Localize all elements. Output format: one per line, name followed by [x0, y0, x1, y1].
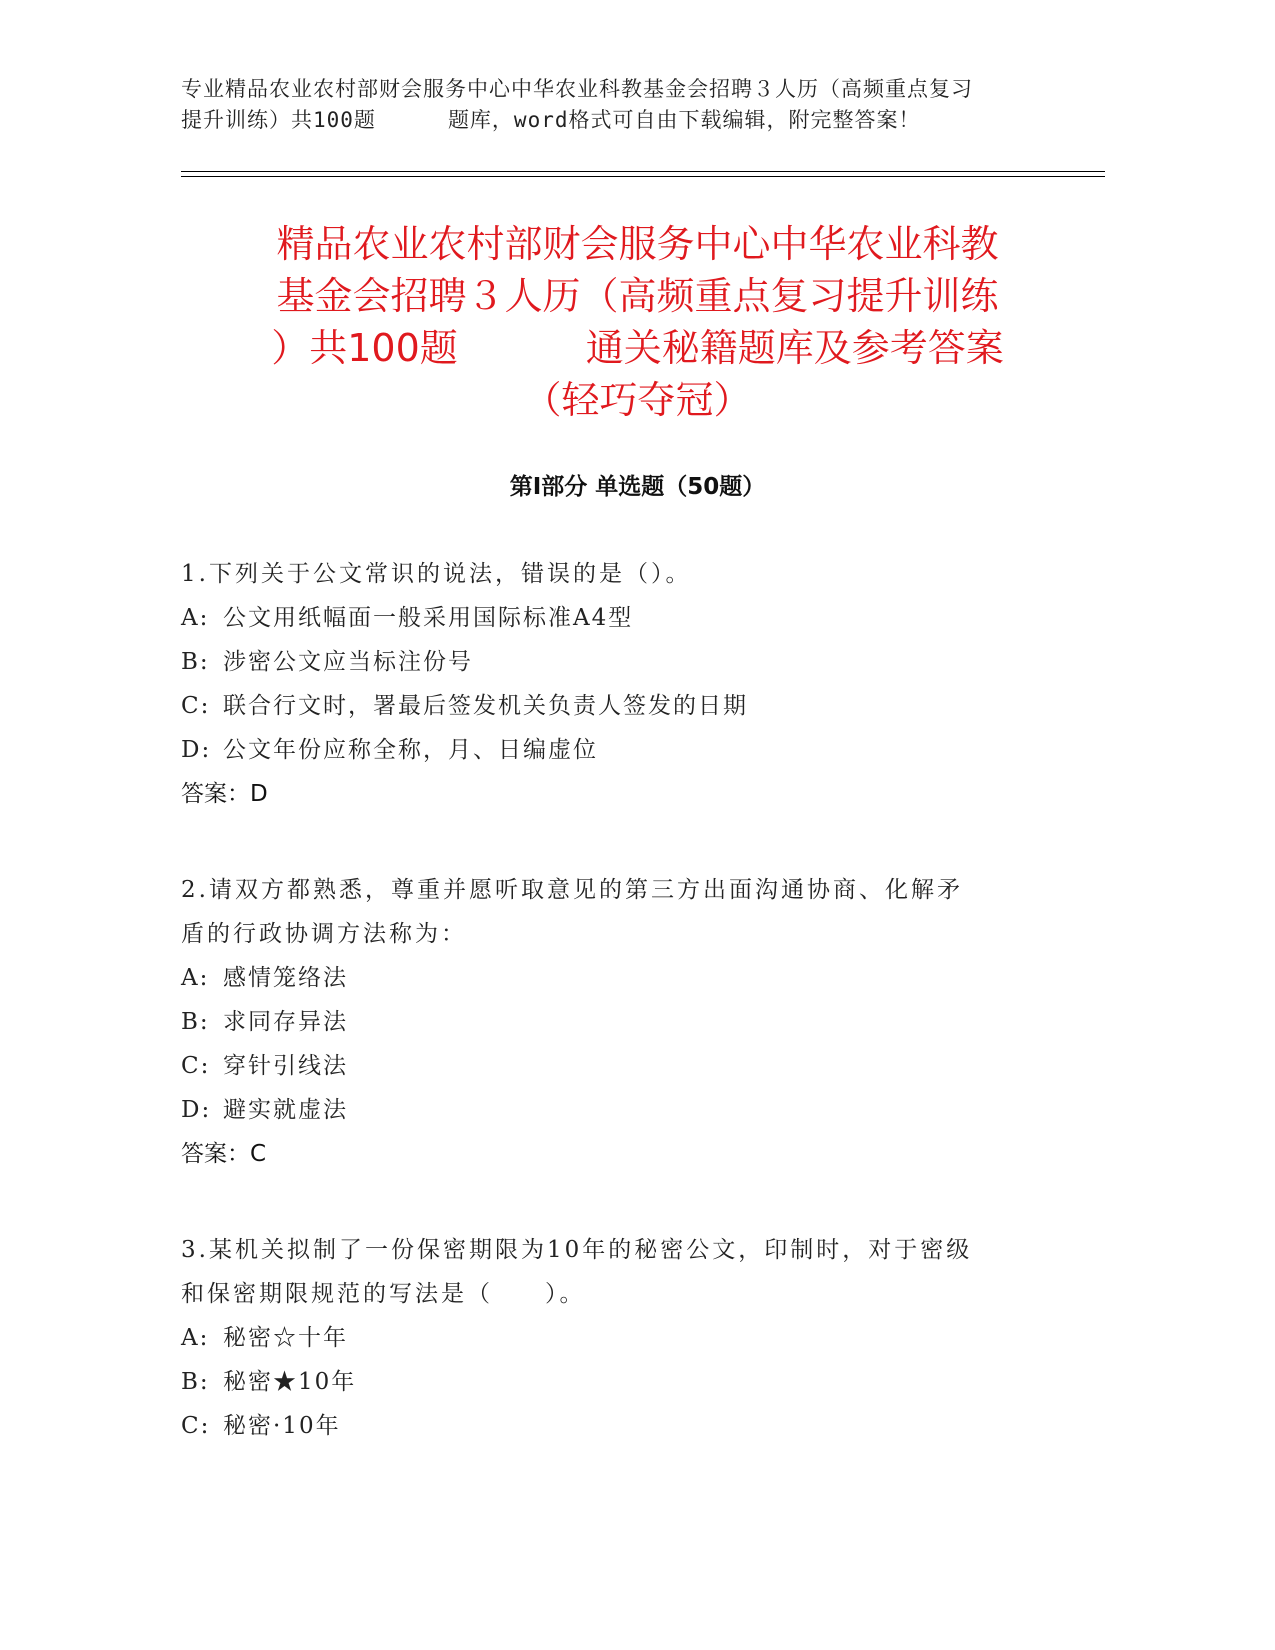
option-label: C:	[181, 693, 211, 719]
option-label: B:	[181, 1009, 210, 1035]
answer: 答案：D	[181, 781, 268, 807]
option-a	[181, 596, 1081, 640]
title-line-3a: ）共100题	[271, 326, 458, 370]
header-line-2b: 题库，word格式可自由下载编辑，附完整答案！	[447, 108, 921, 132]
option-text: 公文年份应称全称，月、日编虚位	[223, 737, 598, 763]
option-text: 公文用纸幅面一般采用国际标准A4型	[223, 605, 634, 631]
option-label: B:	[181, 649, 210, 675]
option-label: D:	[181, 1097, 212, 1123]
question-stem-line-1: 3.某机关拟制了一份保密期限为10年的秘密公文，印制时，对于密级	[181, 1237, 973, 1263]
question-stem-line-2: 和保密期限规范的写法是（ ）。	[181, 1281, 586, 1307]
option-c	[181, 1404, 1081, 1448]
option-b	[181, 640, 1081, 684]
question-stem-line-1: 2.请双方都熟悉，尊重并愿听取意见的第三方出面沟通协商、化解矛	[181, 877, 963, 903]
header-rule-bottom	[181, 176, 1105, 177]
option-label: D:	[181, 737, 212, 763]
option-text: 秘密☆十年	[223, 1325, 348, 1351]
option-b	[181, 1360, 1081, 1404]
title-line-3b: 通关秘籍题库及参考答案	[585, 326, 1004, 370]
header-line-1: 专业精品农业农村部财会服务中心中华农业科教基金会招聘３人历（高频重点复习	[181, 77, 973, 101]
option-label: B:	[181, 1369, 210, 1395]
option-text: 求同存异法	[223, 1009, 348, 1035]
option-label: A:	[181, 605, 210, 631]
header-line-2a: 提升训练）共100题	[181, 108, 376, 132]
title-line-4: （轻巧夺冠）	[523, 378, 752, 422]
title-line-2: 基金会招聘３人历（高频重点复习提升训练	[276, 274, 999, 318]
option-text: 避实就虚法	[223, 1097, 348, 1123]
section-title: 第Ⅰ部分 单选题（50题）	[509, 474, 766, 500]
question-stem: 1.下列关于公文常识的说法，错误的是（）。	[181, 561, 692, 587]
option-label: A:	[181, 1325, 210, 1351]
main-title	[185, 218, 1090, 426]
option-text: 秘密★10年	[223, 1369, 357, 1395]
option-text: 穿针引线法	[223, 1053, 348, 1079]
option-text: 感情笼络法	[223, 965, 348, 991]
header-rule-top	[181, 171, 1105, 172]
question-2	[181, 868, 1081, 1176]
option-label: C:	[181, 1053, 211, 1079]
option-label: A:	[181, 965, 210, 991]
option-c	[181, 1044, 1081, 1088]
answer: 答案：C	[181, 1141, 267, 1167]
option-a	[181, 956, 1081, 1000]
option-d	[181, 728, 1081, 772]
option-d	[181, 1088, 1081, 1132]
option-text: 涉密公文应当标注份号	[223, 649, 473, 675]
question-stem-line-2: 盾的行政协调方法称为：	[181, 921, 467, 947]
option-text: 联合行文时，署最后签发机关负责人签发的日期	[223, 693, 748, 719]
option-c	[181, 684, 1081, 728]
header-text	[181, 74, 1061, 136]
option-a	[181, 1316, 1081, 1360]
question-list	[181, 552, 1081, 1500]
option-text: 秘密·10年	[223, 1413, 341, 1439]
option-b	[181, 1000, 1081, 1044]
title-line-1: 精品农业农村部财会服务中心中华农业科教	[276, 222, 999, 266]
question-1	[181, 552, 1081, 816]
question-3	[181, 1228, 1081, 1448]
option-label: C:	[181, 1413, 211, 1439]
